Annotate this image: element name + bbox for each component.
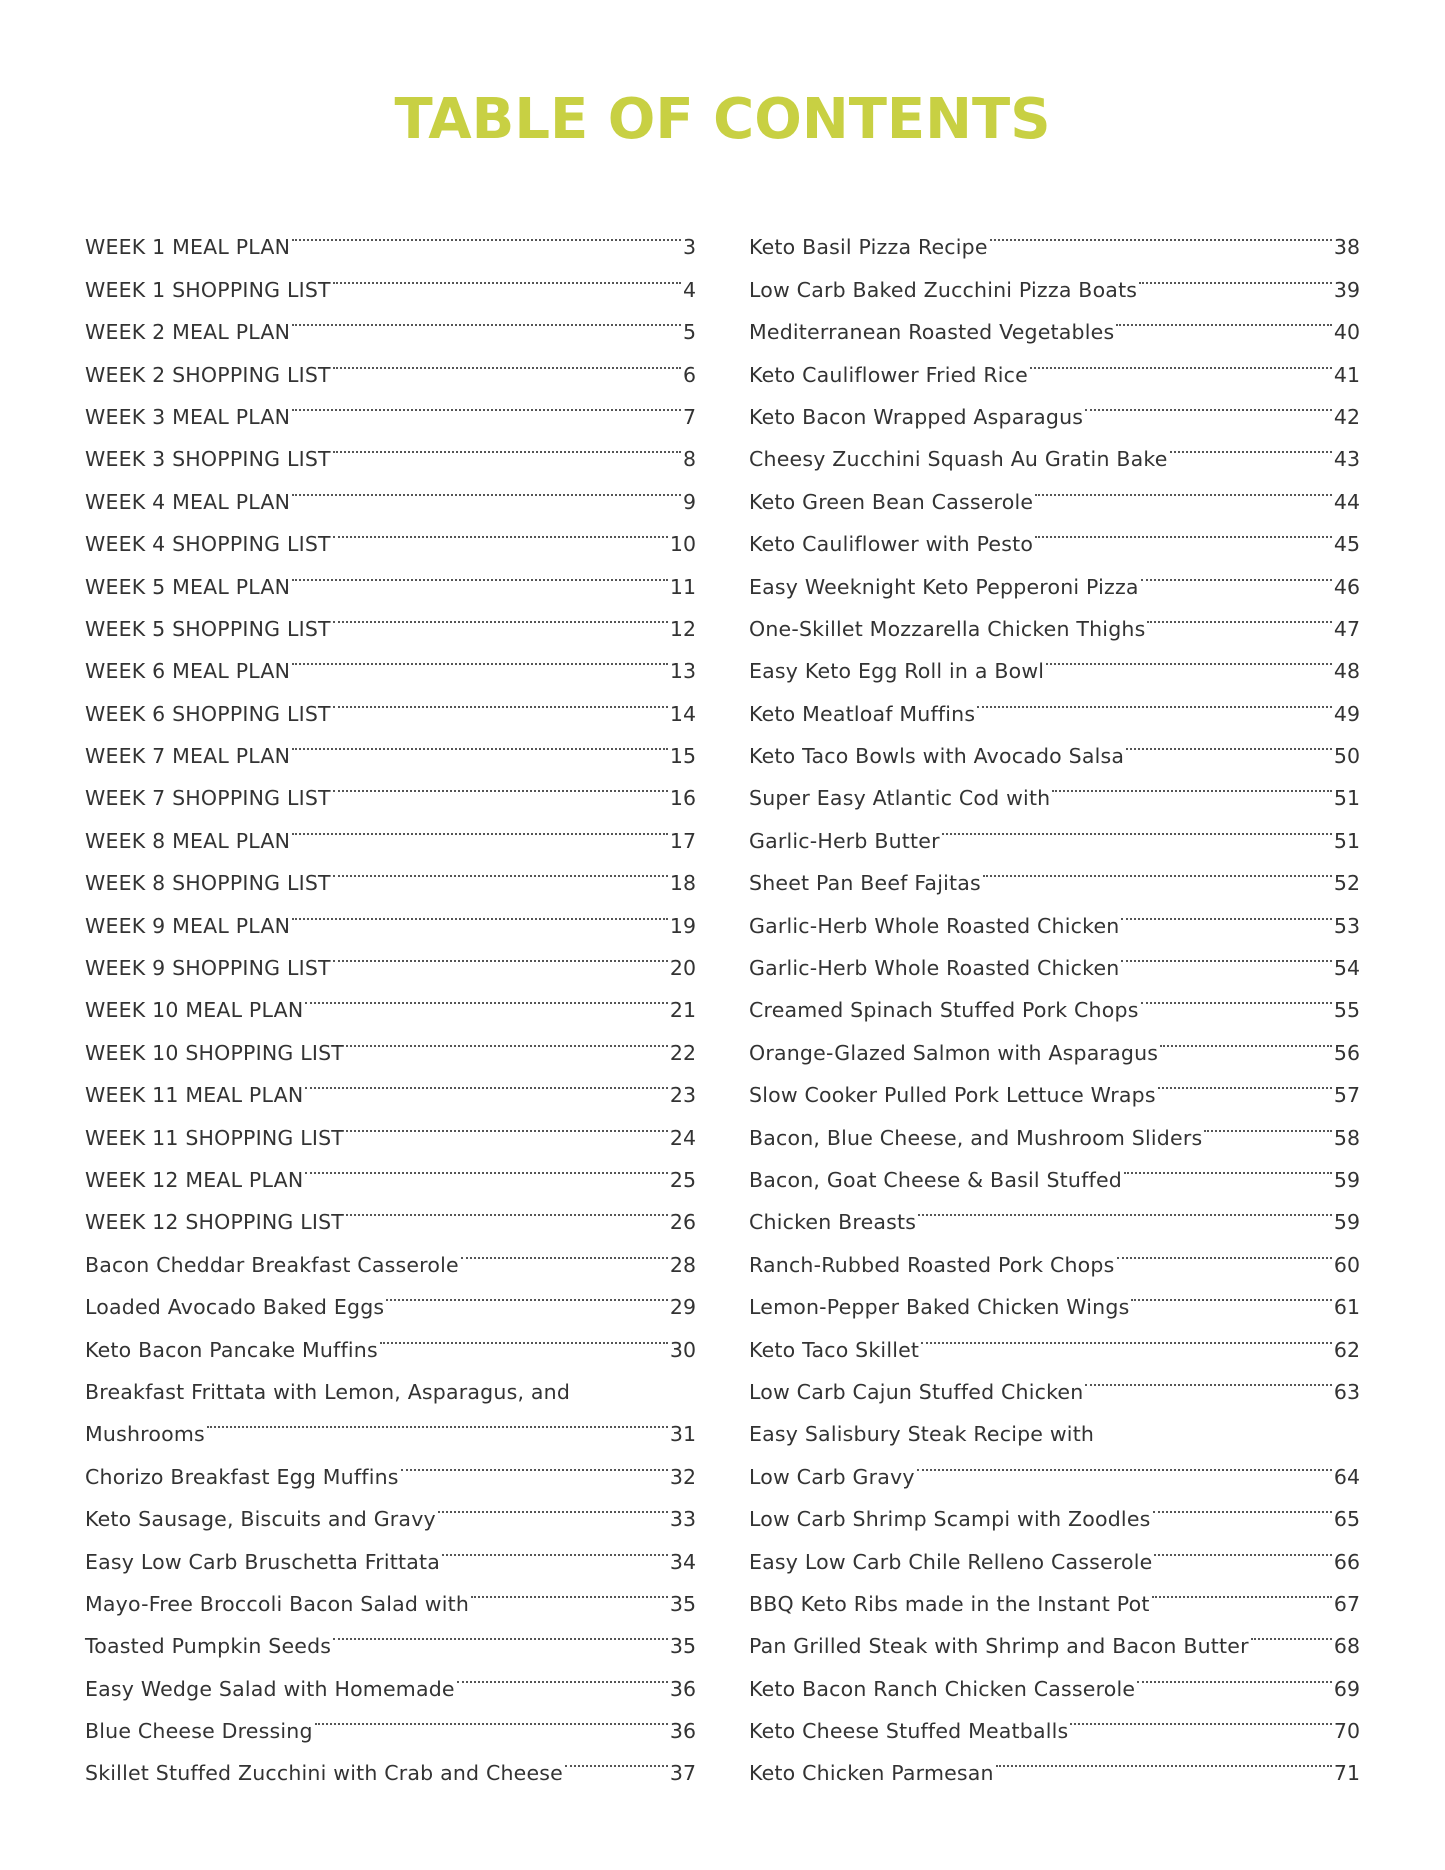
toc-entry-title: WEEK 2 SHOPPING LIST	[85, 362, 331, 387]
toc-entry-title: WEEK 6 SHOPPING LIST	[85, 701, 331, 726]
toc-entry-page-number: 19	[669, 913, 696, 938]
toc-entry-title: WEEK 1 MEAL PLAN	[85, 235, 291, 260]
toc-entry-title: Low Carb Cajun Stuffed Chicken	[749, 1379, 1084, 1404]
toc-entry-title: Keto Sausage, Biscuits and Gravy	[85, 1507, 436, 1532]
dot-leader	[315, 1696, 668, 1738]
toc-entry-page-number: 7	[682, 404, 696, 429]
toc-entry-title: WEEK 11 MEAL PLAN	[85, 1083, 304, 1108]
toc-entry-title: Keto Bacon Ranch Chicken Casserole	[749, 1676, 1136, 1701]
toc-entry-page-number: 62	[1333, 1337, 1360, 1362]
dot-leader	[207, 1399, 668, 1441]
toc-entry-page-number: 6	[682, 362, 696, 387]
dot-leader	[380, 1314, 668, 1356]
dot-leader	[921, 1314, 1332, 1356]
dot-leader	[1121, 890, 1331, 932]
dot-leader	[346, 1017, 668, 1059]
toc-entry-page-number: 67	[1333, 1591, 1360, 1616]
toc-entry-title: Keto Meatloaf Muffins	[749, 701, 976, 726]
toc-entry[interactable]	[85, 212, 696, 260]
toc-entry-title: Skillet Stuffed Zucchini with Crab and Cheese	[85, 1761, 563, 1786]
dot-leader	[333, 763, 668, 805]
toc-entry-page-number: 44	[1333, 489, 1360, 514]
toc-entry-page-number: 28	[669, 1252, 696, 1277]
toc-entry-title: WEEK 7 SHOPPING LIST	[85, 786, 331, 811]
toc-entry-page-number: 20	[669, 956, 696, 981]
dot-leader	[292, 212, 681, 254]
dot-leader	[457, 1653, 668, 1695]
dot-leader	[1070, 1696, 1331, 1738]
toc-entry-page-number: 54	[1333, 956, 1360, 981]
toc-entry-title: Bacon, Goat Cheese & Basil Stuffed	[749, 1167, 1122, 1192]
toc-entry-page-number: 69	[1333, 1676, 1360, 1701]
toc-entry-title: Keto Chicken Parmesan	[749, 1761, 994, 1786]
toc-entry-title: WEEK 6 MEAL PLAN	[85, 659, 291, 684]
toc-entry-title: Mediterranean Roasted Vegetables	[749, 320, 1115, 345]
toc-entry-title: Mayo-Free Broccoli Bacon Salad with	[85, 1591, 470, 1616]
dot-leader	[1139, 254, 1332, 296]
toc-entry-page-number: 18	[669, 871, 696, 896]
toc-entry-page-number: 53	[1333, 913, 1360, 938]
dot-leader	[1124, 1145, 1332, 1187]
toc-entry-page-number: 35	[669, 1591, 696, 1616]
toc-entry-title: Super Easy Atlantic Cod with	[749, 786, 1051, 811]
toc-entry-title: Chorizo Breakfast Egg Muffins	[85, 1464, 399, 1489]
toc-entry-page-number: 31	[669, 1422, 696, 1447]
toc-entry-title: WEEK 5 MEAL PLAN	[85, 574, 291, 599]
dot-leader	[1158, 1060, 1332, 1102]
toc-entry-title: Slow Cooker Pulled Pork Lettuce Wraps	[749, 1083, 1156, 1108]
toc-entry-title: Easy Low Carb Chile Relleno Casserole	[749, 1549, 1153, 1574]
toc-entry-page-number: 10	[669, 532, 696, 557]
toc-entry-page-number: 48	[1333, 659, 1360, 684]
toc-entry-page-number: 5	[682, 320, 696, 345]
toc-entry-page-number: 8	[682, 447, 696, 472]
toc-entry-page-number: 35	[669, 1634, 696, 1659]
toc-entry-page-number: 45	[1333, 532, 1360, 557]
page-title: TABLE OF CONTENTS	[394, 87, 1051, 152]
dot-leader	[1035, 466, 1332, 508]
toc-entry-title: WEEK 10 SHOPPING LIST	[85, 1040, 345, 1065]
toc-entry-title: Toasted Pumpkin Seeds	[85, 1634, 332, 1659]
dot-leader	[1137, 1653, 1332, 1695]
dot-leader	[305, 1145, 668, 1187]
toc-entry-page-number: 36	[669, 1676, 696, 1701]
toc-entry-page-number: 15	[669, 744, 696, 769]
toc-entry-title: Garlic-Herb Butter	[749, 828, 940, 853]
toc-entry[interactable]	[749, 212, 1360, 260]
dot-leader	[401, 1441, 668, 1483]
toc-entry-title: WEEK 12 MEAL PLAN	[85, 1167, 304, 1192]
dot-leader	[1147, 594, 1331, 636]
toc-entry-page-number: 51	[1333, 828, 1360, 853]
toc-entry-title: Chicken Breasts	[749, 1210, 917, 1235]
toc-entry-page-number: 71	[1333, 1761, 1360, 1786]
toc-entry-page-number: 4	[682, 277, 696, 302]
toc-entry-page-number: 13	[669, 659, 696, 684]
dot-leader	[333, 848, 668, 890]
toc-entry-page-number: 50	[1333, 744, 1360, 769]
toc-entry-page-number: 65	[1333, 1507, 1360, 1532]
toc-entry-title: Easy Keto Egg Roll in a Bowl	[749, 659, 1045, 684]
toc-entry-title: WEEK 8 SHOPPING LIST	[85, 871, 331, 896]
toc-entry-title: Keto Bacon Pancake Muffins	[85, 1337, 378, 1362]
toc-entry-page-number: 60	[1333, 1252, 1360, 1277]
toc-entry-title: WEEK 7 MEAL PLAN	[85, 744, 291, 769]
dot-leader	[565, 1738, 668, 1780]
toc-entry-title: WEEK 10 MEAL PLAN	[85, 998, 304, 1023]
toc-entry-title: WEEK 4 SHOPPING LIST	[85, 532, 331, 557]
toc-entry-title: Sheet Pan Beef Fajitas	[749, 871, 981, 896]
toc-entry-title: Pan Grilled Steak with Shrimp and Bacon Butter	[749, 1634, 1249, 1659]
dot-leader	[1096, 1399, 1358, 1441]
dot-leader	[333, 339, 681, 381]
toc-entry-title: Cheesy Zucchini Squash Au Gratin Bake	[749, 447, 1168, 472]
toc-entry-page-number: 41	[1333, 362, 1360, 387]
dot-leader	[292, 297, 681, 339]
toc-entry-page-number: 42	[1333, 404, 1360, 429]
toc-entry-title: Keto Bacon Wrapped Asparagus	[749, 404, 1084, 429]
dot-leader	[438, 1484, 668, 1526]
toc-right-column	[749, 212, 1360, 1786]
dot-leader	[996, 1738, 1332, 1780]
dot-leader	[983, 848, 1332, 890]
toc-left-column	[85, 212, 696, 1786]
toc-entry-page-number: 36	[669, 1719, 696, 1744]
dot-leader	[1154, 1526, 1331, 1568]
toc-entry-title: Ranch-Rubbed Roasted Pork Chops	[749, 1252, 1115, 1277]
toc-entry-page-number: 14	[669, 701, 696, 726]
toc-entry-title: Easy Salisbury Steak Recipe with	[749, 1422, 1095, 1447]
toc-entry-title: Creamed Spinach Stuffed Pork Chops	[749, 998, 1139, 1023]
dot-leader	[1035, 509, 1332, 551]
toc-entry-title: WEEK 5 SHOPPING LIST	[85, 616, 331, 641]
toc-entry-page-number: 40	[1333, 320, 1360, 345]
dot-leader	[1126, 721, 1332, 763]
dot-leader	[1131, 1272, 1331, 1314]
toc-entry-title: Blue Cheese Dressing	[85, 1719, 313, 1744]
dot-leader	[942, 805, 1332, 847]
dot-leader	[1170, 424, 1332, 466]
toc-entry-page-number: 57	[1333, 1083, 1360, 1108]
toc-entry-title: Low Carb Gravy	[749, 1464, 915, 1489]
toc-entry-title: Easy Low Carb Bruschetta Frittata	[85, 1549, 441, 1574]
toc-entry-title: WEEK 1 SHOPPING LIST	[85, 277, 331, 302]
toc-entry-title: Keto Cauliflower with Pesto	[749, 532, 1034, 557]
toc-entry-title: Garlic-Herb Whole Roasted Chicken	[749, 956, 1120, 981]
toc-entry-title: Keto Green Bean Casserole	[749, 489, 1034, 514]
toc-entry-page-number: 33	[669, 1507, 696, 1532]
toc-entry-title: Loaded Avocado Baked Eggs	[85, 1295, 385, 1320]
toc-entry-page-number: 23	[669, 1083, 696, 1108]
toc-entry-title: Keto Basil Pizza Recipe	[749, 235, 988, 260]
toc-entry-title: Orange-Glazed Salmon with Asparagus	[749, 1040, 1159, 1065]
dot-leader	[1121, 933, 1331, 975]
toc-entry-page-number: 59	[1333, 1167, 1360, 1192]
dot-leader	[1204, 1102, 1332, 1144]
toc-entry-title: WEEK 3 MEAL PLAN	[85, 404, 291, 429]
dot-leader	[292, 466, 681, 508]
toc-entry-title: WEEK 8 MEAL PLAN	[85, 828, 291, 853]
toc-entry-title: One-Skillet Mozzarella Chicken Thighs	[749, 616, 1146, 641]
toc-entry-title: WEEK 9 SHOPPING LIST	[85, 956, 331, 981]
toc-entry-page-number: 37	[669, 1761, 696, 1786]
toc-entry-title: Bacon Cheddar Breakfast Casserole	[85, 1252, 459, 1277]
dot-leader	[1030, 339, 1332, 381]
toc-entry-page-number: 63	[1333, 1379, 1360, 1404]
toc-entry-page-number: 55	[1333, 998, 1360, 1023]
dot-leader	[572, 1357, 694, 1399]
dot-leader	[333, 254, 681, 296]
toc-entry-page-number: 51	[1333, 786, 1360, 811]
dot-leader	[1117, 1229, 1332, 1271]
toc-entry-title: Keto Taco Bowls with Avocado Salsa	[749, 744, 1125, 769]
dot-leader	[1251, 1611, 1332, 1653]
toc-entry-page-number: 49	[1333, 701, 1360, 726]
toc-entry-page-number: 34	[669, 1549, 696, 1574]
dot-leader	[292, 721, 668, 763]
toc-entry-title: Lemon-Pepper Baked Chicken Wings	[749, 1295, 1130, 1320]
dot-leader	[977, 678, 1332, 720]
dot-leader	[1141, 551, 1332, 593]
toc-entry-title: Easy Weeknight Keto Pepperoni Pizza	[749, 574, 1139, 599]
dot-leader	[1052, 763, 1332, 805]
toc-entry-page-number: 32	[669, 1464, 696, 1489]
dot-leader	[386, 1272, 668, 1314]
dot-leader	[305, 975, 668, 1017]
dot-leader	[461, 1229, 668, 1271]
toc-entry-page-number: 26	[669, 1210, 696, 1235]
dot-leader	[333, 424, 681, 466]
toc-entry-page-number: 64	[1333, 1464, 1360, 1489]
toc-entry-page-number: 70	[1333, 1719, 1360, 1744]
toc-entry-page-number: 52	[1333, 871, 1360, 896]
toc-entry-title: WEEK 3 SHOPPING LIST	[85, 447, 331, 472]
dot-leader	[1085, 382, 1332, 424]
dot-leader	[333, 594, 668, 636]
toc-entry-page-number: 58	[1333, 1125, 1360, 1150]
toc-entry-title: Mushrooms	[85, 1422, 205, 1447]
dot-leader	[1152, 1569, 1332, 1611]
toc-entry-page-number: 43	[1333, 447, 1360, 472]
toc-entry-page-number: 9	[682, 489, 696, 514]
toc-entry-page-number: 22	[669, 1040, 696, 1065]
toc-entry-title: Easy Wedge Salad with Homemade	[85, 1676, 455, 1701]
dot-leader	[333, 678, 668, 720]
toc-entry-page-number: 3	[682, 235, 696, 260]
toc-entry-page-number: 39	[1333, 277, 1360, 302]
dot-leader	[471, 1569, 668, 1611]
dot-leader	[1116, 297, 1332, 339]
toc-entry-title: Keto Cauliflower Fried Rice	[749, 362, 1028, 387]
toc-entry-title: Low Carb Shrimp Scampi with Zoodles	[749, 1507, 1151, 1532]
dot-leader	[292, 382, 681, 424]
toc-entry-title: Keto Taco Skillet	[749, 1337, 920, 1362]
dot-leader	[292, 805, 668, 847]
toc-entry-title: BBQ Keto Ribs made in the Instant Pot	[749, 1591, 1150, 1616]
toc-entry-title: Bacon, Blue Cheese, and Mushroom Sliders	[749, 1125, 1203, 1150]
toc-entry-page-number: 66	[1333, 1549, 1360, 1574]
toc-entry-page-number: 47	[1333, 616, 1360, 641]
toc-entry-page-number: 25	[669, 1167, 696, 1192]
dot-leader	[442, 1526, 668, 1568]
toc-entry-page-number: 12	[669, 616, 696, 641]
dot-leader	[292, 636, 668, 678]
dot-leader	[1153, 1484, 1332, 1526]
dot-leader	[990, 212, 1332, 254]
dot-leader	[305, 1060, 668, 1102]
toc-entry-page-number: 68	[1333, 1634, 1360, 1659]
toc-entry-page-number: 56	[1333, 1040, 1360, 1065]
toc-entry-title: WEEK 2 MEAL PLAN	[85, 320, 291, 345]
toc-entry-page-number: 46	[1333, 574, 1360, 599]
toc-entry-title: WEEK 4 MEAL PLAN	[85, 489, 291, 514]
toc-entry-page-number: 38	[1333, 235, 1360, 260]
dot-leader	[292, 890, 668, 932]
dot-leader	[1046, 636, 1332, 678]
dot-leader	[346, 1102, 668, 1144]
toc-entry-page-number: 59	[1333, 1210, 1360, 1235]
toc-entry-page-number: 61	[1333, 1295, 1360, 1320]
dot-leader	[1160, 1017, 1332, 1059]
toc-entry-title: Breakfast Frittata with Lemon, Asparagus, and	[85, 1379, 571, 1404]
toc-entry-page-number: 21	[669, 998, 696, 1023]
dot-leader	[1085, 1357, 1331, 1399]
toc-entry-title: WEEK 9 MEAL PLAN	[85, 913, 291, 938]
toc-entry-page-number: 16	[669, 786, 696, 811]
dot-leader	[333, 933, 668, 975]
toc-entry-title: Keto Cheese Stuffed Meatballs	[749, 1719, 1069, 1744]
dot-leader	[333, 1611, 668, 1653]
toc-entry-title: Low Carb Baked Zucchini Pizza Boats	[749, 277, 1138, 302]
toc-entry-page-number: 30	[669, 1337, 696, 1362]
toc-entry-title: WEEK 11 SHOPPING LIST	[85, 1125, 345, 1150]
toc-entry-title: Garlic-Herb Whole Roasted Chicken	[749, 913, 1120, 938]
dot-leader	[1141, 975, 1332, 1017]
toc-entry-page-number: 29	[669, 1295, 696, 1320]
dot-leader	[917, 1441, 1332, 1483]
toc-entry-page-number: 11	[669, 574, 696, 599]
dot-leader	[346, 1187, 668, 1229]
toc-entry-title: WEEK 12 SHOPPING LIST	[85, 1210, 345, 1235]
toc-entry-page-number: 24	[669, 1125, 696, 1150]
dot-leader	[918, 1187, 1332, 1229]
dot-leader	[292, 551, 668, 593]
dot-leader	[333, 509, 668, 551]
toc-entry-page-number: 17	[669, 828, 696, 853]
